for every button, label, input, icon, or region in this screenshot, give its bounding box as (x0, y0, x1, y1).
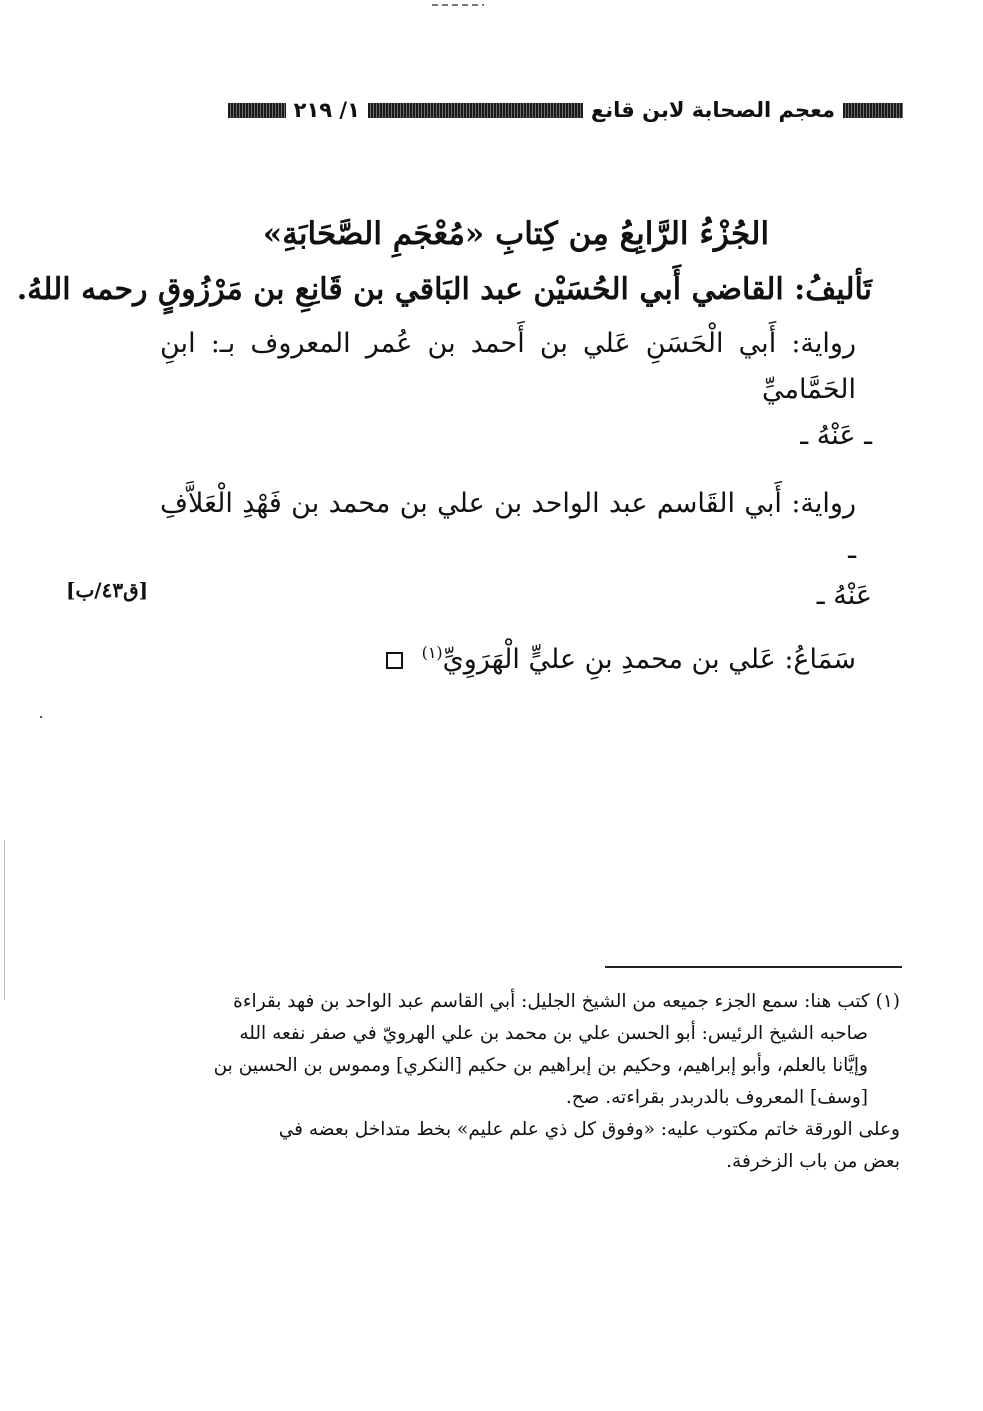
riwaya-line: رواية: أَبي الْحَسَنِ عَلي بن أَحمد بن عُمر المعروف بـ: ابنِ الحَمَّاميِّ (160, 328, 856, 405)
footnote-reference: (١) (421, 643, 443, 662)
margin-mark (40, 716, 42, 718)
top-mark (432, 4, 484, 6)
footnote-line: [وسف] المعروف بالدربدر بقراءته. صح. (565, 1087, 868, 1108)
samaa-text: سَمَاعُ: عَلي بن محمدِ بنِ عليٍّ الْهَرَوِيِّ (442, 644, 856, 675)
riwaya-paragraph (160, 481, 872, 619)
footnotes (160, 986, 900, 1178)
author-line: تَأليفُ: القاضي أَبي الحُسَيْن عبد البَاقي بن قَانِعِ بن مَرْزُوقٍ رحمه اللهُ. (16, 272, 872, 307)
footnote-line: وعلى الورقة خاتم مكتوب عليه: «وفوق كل ذي علم عليم» بخط متداخل بعضه في (278, 1119, 900, 1140)
footnote-line: وإيَّانا بالعلم، وأبو إبراهيم، وحكيم بن إبراهيم بن حكيم [النكري] ومموس بن الحسين بن (213, 1055, 868, 1076)
part-title: الجُزْءُ الرَّابِعُ مِن كِتابِ «مُعْجَمِ الصَّحَابَةِ» (262, 216, 770, 252)
riwaya-line: رواية: أَبي القَاسم عبد الواحد بن علي بن محمد بن فَهْدِ الْعَلاَّفِ ـ (160, 488, 856, 565)
header-ornament-bar (228, 103, 286, 118)
samaa-line (160, 637, 872, 683)
footnote-line: صاحبه الشيخ الرئيس: أبو الحسن علي بن محمد بن علي الهرويّ في صفر نفعه الله (239, 1023, 868, 1044)
footnote-line: بعض من باب الزخرفة. (726, 1151, 900, 1172)
header-page-number: ١/ ٢١٩ (293, 98, 360, 122)
folio-marker: [ق٤٣/ب] (66, 578, 149, 602)
riwaya-line: ـ عَنْهُ ـ (800, 420, 872, 451)
header-title: معجم الصحابة لابن قانع (590, 98, 835, 122)
header-ornament-bar (843, 103, 903, 118)
scan-edge-line (4, 840, 5, 1000)
header-ornament-bar (368, 103, 583, 118)
running-header (160, 92, 903, 128)
riwaya-line: عَنْهُ ـ (816, 580, 872, 611)
footnote-line: (١) كتب هنا: سمع الجزء جميعه من الشيخ الجليل: أبي القاسم عبد الواحد بن فهد بقراءة (233, 991, 900, 1012)
footnote-separator (605, 966, 902, 968)
square-end-mark-icon (386, 652, 403, 669)
riwaya-paragraph (160, 321, 872, 459)
